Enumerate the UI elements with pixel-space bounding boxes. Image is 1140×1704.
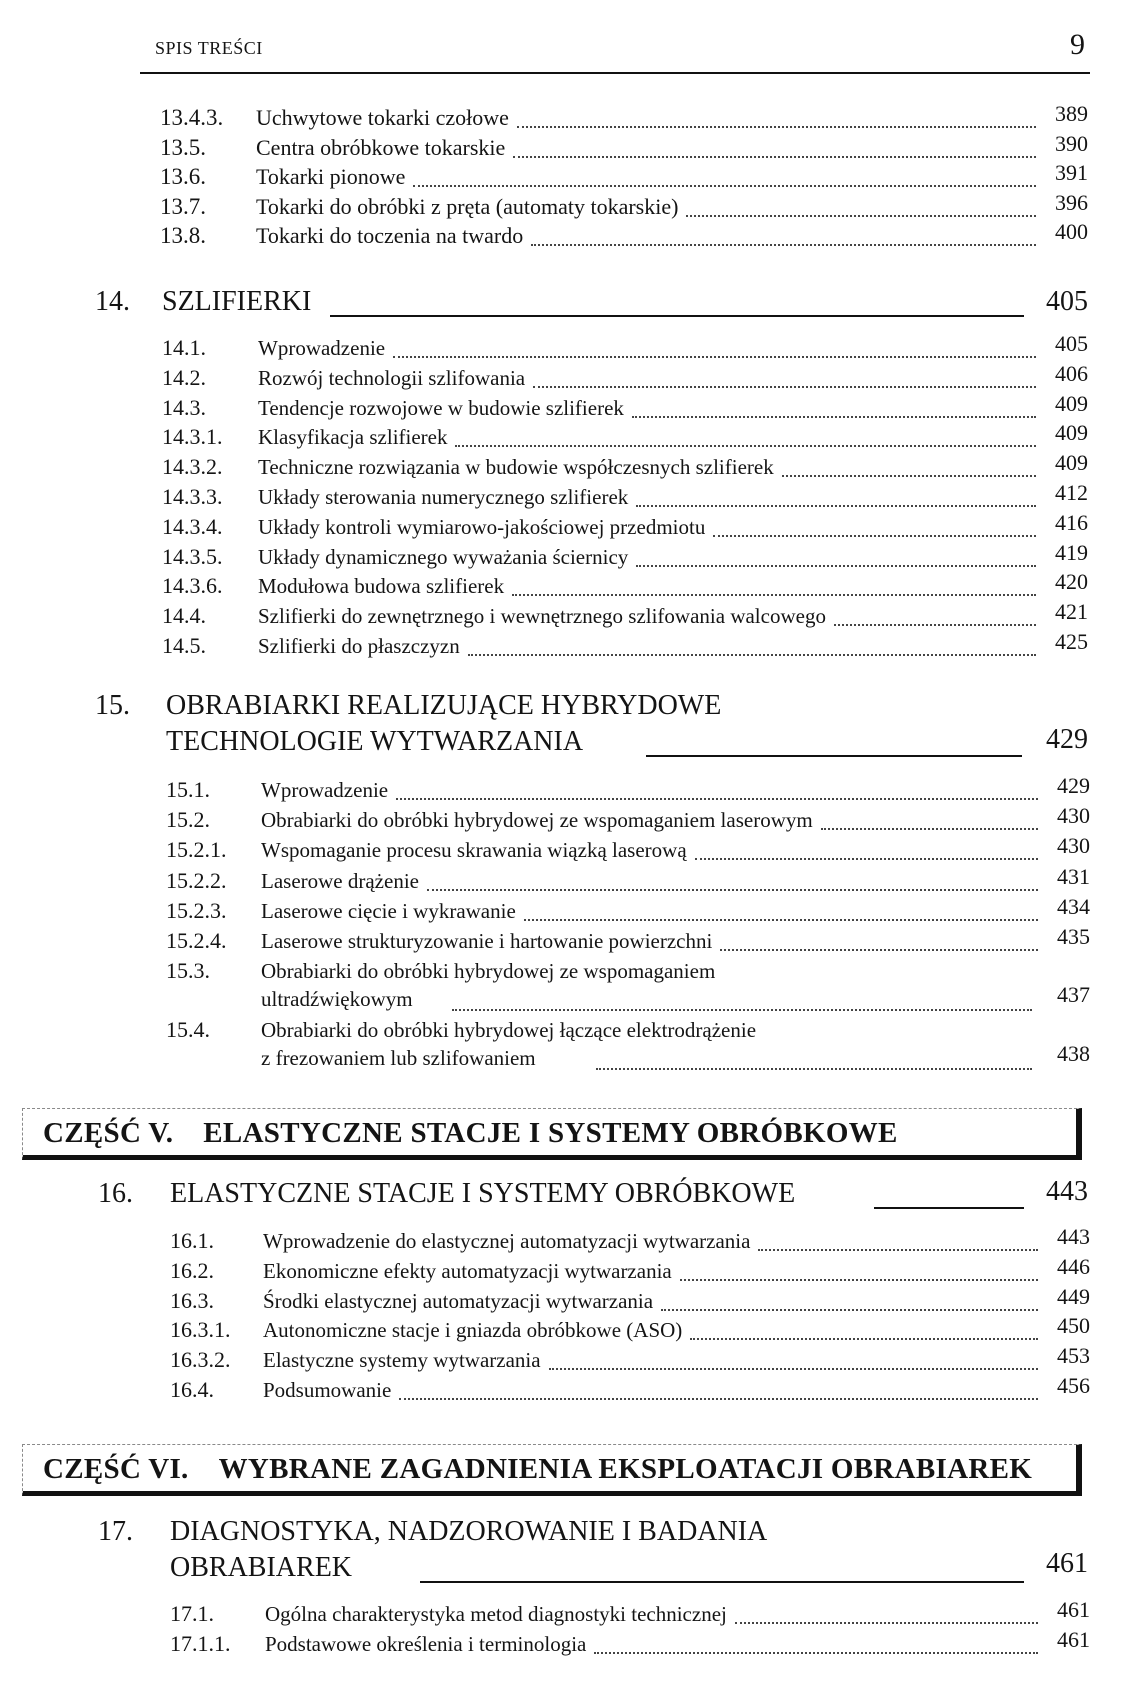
dot-leader <box>636 565 1036 567</box>
entry-title: Ekonomiczne efekty automatyzacji wytwarzania <box>263 1258 672 1283</box>
chapter-title: SZLIFIERKI <box>162 286 312 317</box>
entry-page: 438 <box>1057 1041 1090 1066</box>
dot-leader <box>524 919 1038 921</box>
toc-entry[interactable] <box>0 803 1140 834</box>
entry-number: 16.1. <box>170 1228 214 1253</box>
chapter-page: 429 <box>1046 724 1088 755</box>
entry-title-line2: z frezowaniem lub szlifowaniem <box>261 1046 536 1070</box>
entry-title: Środki elastycznej automatyzacji wytwarzania <box>263 1288 654 1313</box>
part-banner-vi <box>22 1444 1082 1496</box>
entry-title: Układy dynamicznego wyważania ściernicy <box>258 544 629 569</box>
dot-leader <box>468 654 1036 656</box>
dot-leader <box>680 1279 1038 1281</box>
entry-number: 14.3.4. <box>162 513 223 539</box>
entry-page: 421 <box>1055 599 1088 625</box>
entry-number: 14.3.5. <box>162 543 223 569</box>
running-header <box>155 30 1085 74</box>
entry-title-line1: Obrabiarki do obróbki hybrydowej ze wspomaganiem <box>261 959 716 983</box>
entry-number: 16.3.2. <box>170 1347 231 1373</box>
chapter-page: 461 <box>1046 1548 1088 1579</box>
entry-number: 13.5. <box>160 134 206 160</box>
entry-title: Tokarki do toczenia na twardo <box>256 223 524 248</box>
entry-page: 461 <box>1057 1626 1090 1652</box>
part-title: WYBRANE ZAGADNIENIA EKSPLOATACJI OBRABIAREK <box>218 1453 1033 1485</box>
part-label: CZĘŚĆ V. <box>43 1117 174 1149</box>
toc-entry[interactable] <box>0 1626 1140 1658</box>
entry-page: 405 <box>1055 331 1088 356</box>
entry-title: Wprowadzenie <box>261 778 389 802</box>
entry-page: 435 <box>1057 924 1090 949</box>
entry-number: 13.6. <box>160 164 206 189</box>
dot-leader <box>533 386 1036 388</box>
entry-page: 453 <box>1057 1343 1090 1369</box>
dot-leader <box>427 889 1038 891</box>
entry-number: 14.3. <box>162 394 206 420</box>
toc-entry[interactable] <box>0 773 1140 804</box>
entry-page: 420 <box>1055 569 1088 595</box>
entry-title: Centra obróbkowe tokarskie <box>256 134 506 160</box>
chapter-heading-16 <box>0 1176 1140 1216</box>
entry-number: 15.3. <box>166 958 210 983</box>
entry-page: 419 <box>1055 539 1088 565</box>
toc-entry[interactable] <box>0 360 1140 392</box>
chapter-title-line1: DIAGNOSTYKA, NADZOROWANIE I BADANIA <box>170 1516 768 1547</box>
toc-entry[interactable] <box>0 450 1140 481</box>
entry-title: Tendencje rozwojowe w budowie szlifierek <box>258 395 624 420</box>
dot-leader <box>393 356 1036 358</box>
entry-number: 13.7. <box>160 193 206 219</box>
entry-number: 13.8. <box>160 223 206 248</box>
dot-leader <box>596 1068 1032 1070</box>
dot-leader <box>399 1398 1038 1400</box>
entry-page: 437 <box>1057 982 1090 1007</box>
toc-entry[interactable] <box>0 539 1140 571</box>
chapter-leader-rule <box>874 1207 1024 1209</box>
dot-leader <box>690 1338 1038 1340</box>
entry-title: Podsumowanie <box>263 1378 392 1402</box>
toc-entry[interactable] <box>0 1597 1140 1628</box>
dot-leader <box>661 1309 1038 1311</box>
entry-page: 396 <box>1055 189 1088 215</box>
dot-leader <box>821 828 1038 830</box>
entry-number: 16.3.1. <box>170 1317 231 1343</box>
entry-title: Modułowa budowa szlifierek <box>258 574 505 599</box>
entry-number: 14.2. <box>162 364 206 390</box>
dot-leader <box>396 798 1038 800</box>
toc-entry[interactable] <box>0 1313 1140 1344</box>
entry-title: Układy kontroli wymiarowo-jakościowej przedmiotu <box>258 514 706 539</box>
chapter-number: 14. <box>95 286 130 317</box>
entry-number: 16.2. <box>170 1257 214 1283</box>
dot-leader <box>713 535 1036 537</box>
toc-entry[interactable] <box>0 480 1140 511</box>
toc-entry[interactable] <box>0 390 1140 422</box>
entry-title: Ogólna charakterystyka metod diagnostyki technicznej <box>265 1602 727 1626</box>
entry-page: 412 <box>1055 480 1088 505</box>
entry-page: 400 <box>1055 219 1088 244</box>
entry-number: 17.1. <box>170 1601 214 1626</box>
entry-page: 443 <box>1057 1224 1090 1249</box>
entry-title: Obrabiarki do obróbki hybrydowej ze wspomaganiem laserowym <box>261 808 813 833</box>
entry-title: Szlifierki do płaszczyzn <box>258 634 460 658</box>
entry-page: 431 <box>1057 863 1090 889</box>
entry-page: 390 <box>1055 130 1088 156</box>
entry-number: 15.1. <box>166 777 210 802</box>
dot-leader <box>636 505 1036 507</box>
toc-entry[interactable] <box>0 1283 1140 1315</box>
entry-number: 14.5. <box>162 633 206 658</box>
toc-entry-15-4[interactable] <box>0 1016 1140 1074</box>
dot-leader <box>549 1368 1038 1370</box>
part-label: CZĘŚĆ VI. <box>43 1453 189 1485</box>
part-title: ELASTYCZNE STACJE I SYSTEMY OBRÓBKOWE <box>203 1117 898 1149</box>
entry-number: 16.3. <box>170 1287 214 1313</box>
running-title: SPIS TREŚCI <box>155 38 263 58</box>
entry-number: 15.2.3. <box>166 897 227 923</box>
entry-page: 425 <box>1055 629 1088 654</box>
entry-title: Elastyczne systemy wytwarzania <box>263 1348 541 1373</box>
dot-leader <box>594 1652 1038 1654</box>
entry-number: 15.2. <box>166 807 210 833</box>
chapter-leader-rule <box>420 1581 1024 1583</box>
toc-entry[interactable] <box>0 863 1140 895</box>
entry-title: Rozwój technologii szlifowania <box>258 365 526 390</box>
entry-title: Tokarki pionowe <box>256 164 406 189</box>
entry-title-line2: ultradźwiękowym <box>261 987 413 1011</box>
chapter-leader-rule <box>646 755 1022 757</box>
entry-title: Uchwytowe tokarki czołowe <box>256 105 509 130</box>
entry-title: Układy sterowania numerycznego szlifierek <box>258 485 629 509</box>
dot-leader <box>413 185 1036 187</box>
entry-title-line1: Obrabiarki do obróbki hybrydowej łączące elektrodrążenie <box>261 1018 757 1042</box>
entry-page: 461 <box>1057 1597 1090 1622</box>
toc-entry[interactable] <box>0 924 1140 955</box>
dot-leader <box>455 445 1036 447</box>
entry-title: Techniczne rozwiązania w budowie współczesnych szlifierek <box>258 455 774 480</box>
chapter-title-line2: OBRABIAREK <box>170 1552 353 1583</box>
chapter-number: 17. <box>98 1516 133 1547</box>
toc-entry[interactable] <box>0 420 1140 451</box>
entry-title: Podstawowe określenia i terminologia <box>265 1631 587 1656</box>
entry-number: 14.1. <box>162 335 206 360</box>
chapter-heading-14 <box>0 284 1140 324</box>
chapter-title: ELASTYCZNE STACJE I SYSTEMY OBRÓBKOWE <box>170 1178 796 1209</box>
toc-entry[interactable] <box>0 893 1140 925</box>
toc-entry[interactable] <box>0 101 1140 132</box>
entry-number: 14.3.1. <box>162 424 223 450</box>
toc-entry[interactable] <box>0 130 1140 162</box>
chapter-title-line2: TECHNOLOGIE WYTWARZANIA <box>166 726 584 757</box>
entry-number: 14.3.2. <box>162 454 223 480</box>
toc-entry[interactable] <box>0 331 1140 362</box>
toc-entry[interactable] <box>0 629 1140 660</box>
entry-page: 389 <box>1055 101 1088 126</box>
chapter-number: 15. <box>95 690 130 721</box>
dot-leader <box>632 416 1036 418</box>
entry-title: Szlifierki do zewnętrznego i wewnętrznego szlifowania walcowego <box>258 604 826 629</box>
dot-leader <box>452 1009 1032 1011</box>
entry-title: Wprowadzenie <box>258 336 386 360</box>
chapter-leader-rule <box>330 315 1024 317</box>
dot-leader <box>695 858 1038 860</box>
entry-title: Wprowadzenie do elastycznej automatyzacji wytwarzania <box>263 1229 751 1253</box>
dot-leader <box>834 624 1036 626</box>
entry-page: 409 <box>1055 450 1088 476</box>
toc-entry[interactable] <box>0 569 1140 600</box>
entry-page: 430 <box>1057 803 1090 829</box>
dot-leader <box>735 1622 1038 1624</box>
toc-entry[interactable] <box>0 509 1140 541</box>
page-number: 9 <box>1070 28 1085 61</box>
entry-page: 446 <box>1057 1253 1090 1279</box>
entry-page: 409 <box>1055 420 1088 446</box>
chapter-page: 443 <box>1046 1176 1088 1207</box>
entry-page: 449 <box>1057 1283 1090 1309</box>
toc-entry[interactable] <box>0 833 1140 864</box>
entry-title: Autonomiczne stacje i gniazda obróbkowe (ASO) <box>263 1318 683 1343</box>
chapter-page: 405 <box>1046 286 1088 317</box>
entry-page: 450 <box>1057 1313 1090 1339</box>
dot-leader <box>513 156 1036 158</box>
dot-leader <box>782 475 1036 477</box>
entry-page: 391 <box>1055 160 1088 185</box>
toc-entry[interactable] <box>0 160 1140 191</box>
toc-entry[interactable] <box>0 1253 1140 1285</box>
entry-page: 409 <box>1055 390 1088 416</box>
header-rule <box>140 72 1090 74</box>
entry-number: 14.3.6. <box>162 573 223 599</box>
entry-title: Tokarki do obróbki z pręta (automaty tokarskie) <box>256 193 679 219</box>
entry-page: 406 <box>1055 360 1088 386</box>
entry-number: 14.4. <box>162 603 206 629</box>
entry-page: 456 <box>1057 1373 1090 1398</box>
entry-title: Laserowe cięcie i wykrawanie <box>261 898 516 923</box>
entry-title: Klasyfikacja szlifierek <box>258 425 448 450</box>
entry-page: 430 <box>1057 833 1090 859</box>
entry-page: 434 <box>1057 893 1090 919</box>
entry-number: 13.4.3. <box>160 105 224 130</box>
entry-page: 429 <box>1057 773 1090 798</box>
chapter-number: 16. <box>98 1178 133 1209</box>
dot-leader <box>686 215 1036 217</box>
entry-number: 15.2.4. <box>166 928 227 953</box>
dot-leader <box>758 1249 1038 1251</box>
entry-number: 14.3.3. <box>162 484 223 509</box>
entry-number: 15.2.2. <box>166 867 227 893</box>
toc-entry[interactable] <box>0 1343 1140 1374</box>
part-banner-v <box>22 1108 1082 1160</box>
dot-leader <box>720 949 1038 951</box>
entry-page: 416 <box>1055 509 1088 535</box>
toc-entry[interactable] <box>0 189 1140 221</box>
dot-leader <box>531 244 1036 246</box>
dot-leader <box>512 594 1036 596</box>
toc-entry[interactable] <box>0 1224 1140 1255</box>
toc-entry[interactable] <box>0 1373 1140 1404</box>
toc-entry-15-3[interactable] <box>0 957 1140 1015</box>
entry-title: Wspomaganie procesu skrawania wiązką laserową <box>261 838 687 863</box>
entry-title: Laserowe drążenie <box>261 868 419 893</box>
entry-title: Laserowe strukturyzowanie i hartowanie powierzchni <box>261 929 713 953</box>
entry-number: 17.1.1. <box>170 1630 231 1656</box>
entry-number: 15.4. <box>166 1017 210 1042</box>
dot-leader <box>517 126 1036 128</box>
entry-number: 15.2.1. <box>166 837 227 863</box>
chapter-heading-15 <box>0 688 1140 764</box>
chapter-heading-17 <box>0 1514 1140 1590</box>
toc-entry[interactable] <box>0 599 1140 630</box>
entry-number: 16.4. <box>170 1377 214 1402</box>
chapter-title-line1: OBRABIARKI REALIZUJĄCE HYBRYDOWE <box>166 690 722 721</box>
toc-entry[interactable] <box>0 219 1140 250</box>
